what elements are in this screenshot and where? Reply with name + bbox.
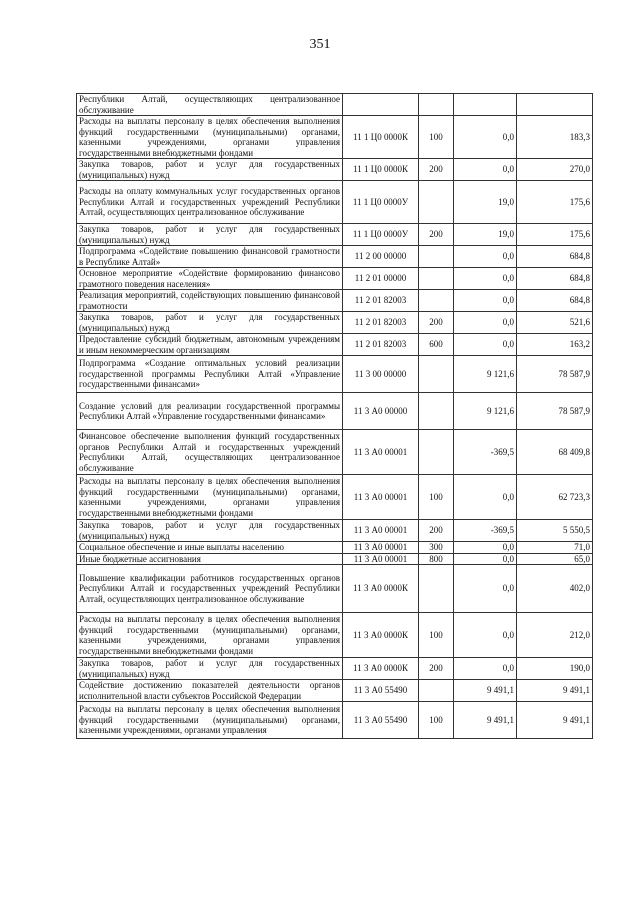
row-amount-change: 0,0: [454, 268, 517, 290]
row-description: Расходы на выплаты персоналу в целях обеспечения выполнения функций государственными (муниципальными) органами, казенными учреждениями, органами управления: [77, 702, 343, 739]
row-description: Финансовое обеспечение выполнения функций государственных органов Республики Алтай и государственных учреждений Республики Алтай, осуществляющих централизованное обслуживание: [77, 430, 343, 475]
row-description: Социальное обеспечение и иные выплаты населению: [77, 542, 343, 554]
table-row: [77, 181, 593, 224]
budget-table: [76, 93, 593, 739]
row-amount-total: 183,3: [517, 116, 593, 159]
row-amount-total: 71,0: [517, 542, 593, 554]
table-row: [77, 246, 593, 268]
row-amount-total: 175,6: [517, 224, 593, 246]
row-target-code: 11 2 01 82003: [343, 334, 419, 356]
row-expense-type: [419, 393, 454, 430]
row-amount-change: -369,5: [454, 520, 517, 542]
table-row: [77, 159, 593, 181]
table-row: [77, 312, 593, 334]
row-target-code: [343, 94, 419, 116]
row-target-code: 11 2 01 00000: [343, 268, 419, 290]
table-row: [77, 116, 593, 159]
table-row: [77, 290, 593, 312]
row-amount-total: [517, 94, 593, 116]
row-expense-type: [419, 246, 454, 268]
row-expense-type: [419, 94, 454, 116]
row-amount-change: 0,0: [454, 116, 517, 159]
row-target-code: 11 3 А0 00000: [343, 393, 419, 430]
row-description: Подпрограмма «Создание оптимальных условий реализации государственной программы Республики Алтай «Управление государственными финансами»: [77, 356, 343, 393]
row-amount-change: 9 121,6: [454, 356, 517, 393]
row-description: Закупка товаров, работ и услуг для государственных (муниципальных) нужд: [77, 520, 343, 542]
row-target-code: 11 3 А0 55490: [343, 702, 419, 739]
row-description: Расходы на выплаты персоналу в целях обеспечения выполнения функций государственными (муниципальными) органами, казенными учреждениями, органами управления государственными внебюджетными фондами: [77, 116, 343, 159]
row-amount-total: 62 723,3: [517, 475, 593, 520]
table-row: [77, 268, 593, 290]
row-expense-type: [419, 680, 454, 702]
row-target-code: 11 3 А0 00001: [343, 542, 419, 554]
row-expense-type: [419, 181, 454, 224]
row-amount-change: 0,0: [454, 290, 517, 312]
row-amount-total: 78 587,9: [517, 393, 593, 430]
row-amount-change: 0,0: [454, 312, 517, 334]
row-amount-change: -369,5: [454, 430, 517, 475]
row-amount-change: 0,0: [454, 475, 517, 520]
table-row: [77, 658, 593, 680]
table-row: [77, 565, 593, 613]
row-description: Расходы на выплаты персоналу в целях обеспечения выполнения функций государственными (муниципальными) органами, казенными учреждениями, органами управления государственными внебюджетными фондами: [77, 613, 343, 658]
row-target-code: 11 3 А0 00001: [343, 475, 419, 520]
row-amount-total: 190,0: [517, 658, 593, 680]
row-target-code: 11 3 А0 0000К: [343, 565, 419, 613]
table-row: [77, 553, 593, 565]
table-row: [77, 94, 593, 116]
row-amount-change: 0,0: [454, 246, 517, 268]
row-amount-total: 175,6: [517, 181, 593, 224]
row-target-code: 11 3 А0 00001: [343, 553, 419, 565]
row-amount-total: 78 587,9: [517, 356, 593, 393]
row-amount-change: 0,0: [454, 553, 517, 565]
row-target-code: 11 1 Ц0 0000К: [343, 159, 419, 181]
row-description: Основное мероприятие «Содействие формированию финансово грамотного поведения населения»: [77, 268, 343, 290]
row-expense-type: 200: [419, 159, 454, 181]
row-description: Создание условий для реализации государственной программы Республики Алтай «Управление государственными финансами»: [77, 393, 343, 430]
row-target-code: 11 3 А0 55490: [343, 680, 419, 702]
row-amount-change: 0,0: [454, 334, 517, 356]
row-expense-type: [419, 430, 454, 475]
row-amount-change: 19,0: [454, 181, 517, 224]
row-amount-total: 65,0: [517, 553, 593, 565]
row-target-code: 11 3 А0 00001: [343, 520, 419, 542]
row-target-code: 11 1 Ц0 0000У: [343, 181, 419, 224]
row-description: Содействие достижению показателей деятельности органов исполнительной власти субъектов Российской Федерации: [77, 680, 343, 702]
row-amount-total: 163,2: [517, 334, 593, 356]
row-amount-change: 9 491,1: [454, 680, 517, 702]
row-expense-type: 200: [419, 224, 454, 246]
row-description: Расходы на оплату коммунальных услуг государственных органов Республики Алтай и государственных учреждений Республики Алтай, осуществляющих централизованное обслуживание: [77, 181, 343, 224]
row-amount-total: 684,8: [517, 246, 593, 268]
row-description: Закупка товаров, работ и услуг для государственных (муниципальных) нужд: [77, 159, 343, 181]
row-expense-type: [419, 565, 454, 613]
row-expense-type: [419, 290, 454, 312]
row-description: Повышение квалификации работников государственных органов Республики Алтай и государственных учреждений Республики Алтай, осуществляющих централизованное обслуживание: [77, 565, 343, 613]
row-amount-change: 0,0: [454, 658, 517, 680]
table-row: [77, 356, 593, 393]
row-expense-type: 100: [419, 702, 454, 739]
row-description: Закупка товаров, работ и услуг для государственных (муниципальных) нужд: [77, 224, 343, 246]
row-amount-total: 270,0: [517, 159, 593, 181]
row-amount-change: 0,0: [454, 542, 517, 554]
row-expense-type: 300: [419, 542, 454, 554]
row-amount-change: 0,0: [454, 613, 517, 658]
row-target-code: 11 1 Ц0 0000К: [343, 116, 419, 159]
row-target-code: 11 3 А0 0000К: [343, 613, 419, 658]
row-expense-type: 200: [419, 520, 454, 542]
row-target-code: 11 2 00 00000: [343, 246, 419, 268]
table-row: [77, 680, 593, 702]
row-expense-type: 100: [419, 613, 454, 658]
row-description: Реализация мероприятий, содействующих повышению финансовой грамотности: [77, 290, 343, 312]
row-amount-total: 5 550,5: [517, 520, 593, 542]
row-description: Подпрограмма «Содействие повышению финансовой грамотности в Республике Алтай»: [77, 246, 343, 268]
row-description: Расходы на выплаты персоналу в целях обеспечения выполнения функций государственными (муниципальными) органами, казенными учреждениями, органами управления государственными внебюджетными фондами: [77, 475, 343, 520]
row-target-code: 11 2 01 82003: [343, 312, 419, 334]
row-amount-change: 0,0: [454, 159, 517, 181]
row-amount-total: 402,0: [517, 565, 593, 613]
budget-table-body: [77, 94, 593, 739]
row-amount-total: 9 491,1: [517, 702, 593, 739]
row-description: Иные бюджетные ассигнования: [77, 553, 343, 565]
row-amount-total: 684,8: [517, 268, 593, 290]
row-target-code: 11 3 А0 00001: [343, 430, 419, 475]
row-amount-total: 212,0: [517, 613, 593, 658]
row-expense-type: 600: [419, 334, 454, 356]
table-row: [77, 393, 593, 430]
row-amount-change: 19,0: [454, 224, 517, 246]
row-description: Закупка товаров, работ и услуг для государственных (муниципальных) нужд: [77, 658, 343, 680]
row-expense-type: 200: [419, 312, 454, 334]
row-target-code: 11 3 А0 0000К: [343, 658, 419, 680]
table-row: [77, 520, 593, 542]
table-row: [77, 542, 593, 554]
table-row: [77, 475, 593, 520]
row-expense-type: 800: [419, 553, 454, 565]
table-row: [77, 334, 593, 356]
row-amount-change: 9 121,6: [454, 393, 517, 430]
row-amount-change: 0,0: [454, 565, 517, 613]
row-amount-total: 68 409,8: [517, 430, 593, 475]
row-amount-change: [454, 94, 517, 116]
row-expense-type: 100: [419, 475, 454, 520]
row-amount-total: 9 491,1: [517, 680, 593, 702]
table-row: [77, 224, 593, 246]
table-row: [77, 430, 593, 475]
row-target-code: 11 2 01 82003: [343, 290, 419, 312]
row-description: Республики Алтай, осуществляющих централизованное обслуживание: [77, 94, 343, 116]
row-description: Предоставление субсидий бюджетным, автономным учреждениям и иным некоммерческим организациям: [77, 334, 343, 356]
table-row: [77, 702, 593, 739]
row-target-code: 11 3 00 00000: [343, 356, 419, 393]
row-expense-type: 100: [419, 116, 454, 159]
row-expense-type: 200: [419, 658, 454, 680]
row-amount-total: 521,6: [517, 312, 593, 334]
row-target-code: 11 1 Ц0 0000У: [343, 224, 419, 246]
page-number: 351: [309, 37, 331, 52]
row-amount-total: 684,8: [517, 290, 593, 312]
row-description: Закупка товаров, работ и услуг для государственных (муниципальных) нужд: [77, 312, 343, 334]
row-expense-type: [419, 268, 454, 290]
row-expense-type: [419, 356, 454, 393]
row-amount-change: 9 491,1: [454, 702, 517, 739]
table-row: [77, 613, 593, 658]
